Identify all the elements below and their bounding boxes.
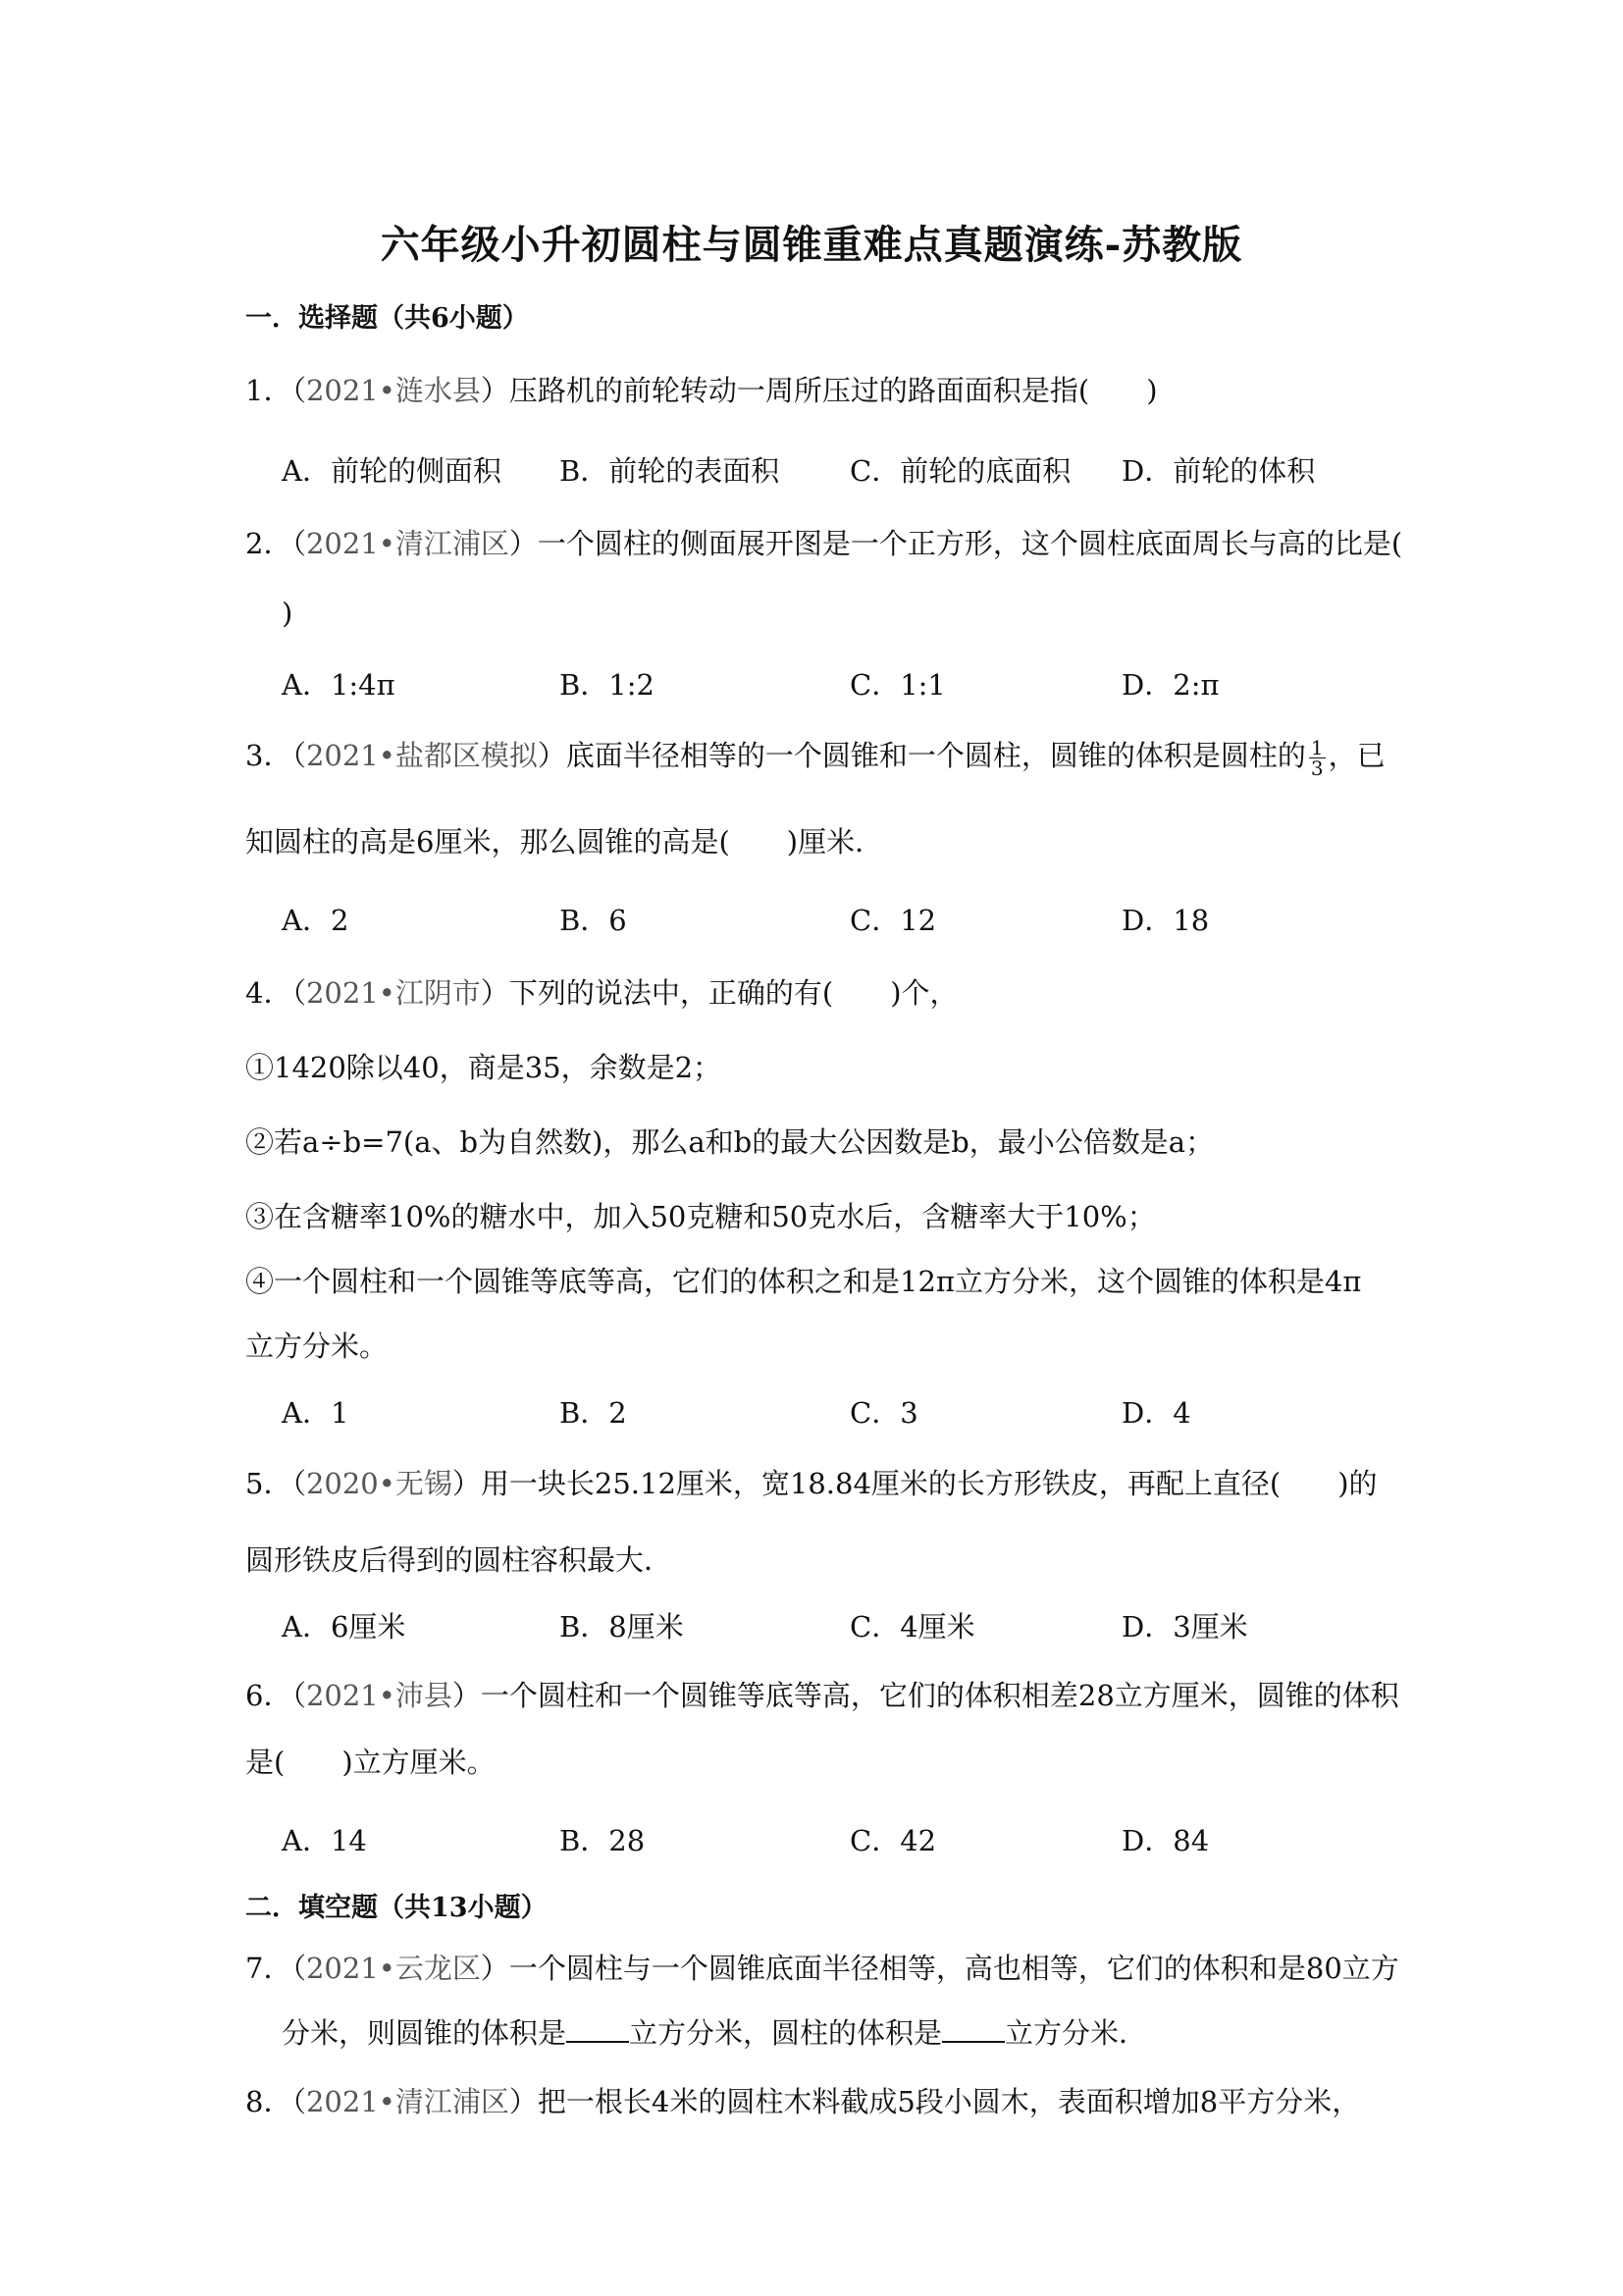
question-source: 2021•清江浦区 [305, 2085, 509, 2118]
q5-option-c: C．4厘米 [850, 1610, 975, 1644]
q4-statement-4: ④一个圆柱和一个圆锥等底等高，它们的体积之和是12π立方分米，这个圆锥的体积是4π [245, 1265, 1362, 1298]
question-source: 2021•涟水县 [305, 374, 481, 407]
question-source: 2021•沛县 [305, 1679, 452, 1712]
q4-option-b: B．2 [559, 1396, 627, 1430]
question-5: 5．（2020•无锡）用一块长25.12厘米，宽18.84厘米的长方形铁皮，再配上直径( )的 [245, 1467, 1378, 1500]
q6-option-d: D．84 [1122, 1824, 1210, 1857]
q3-option-c: C．12 [850, 904, 937, 937]
q3-option-a: A．2 [282, 904, 349, 937]
question-2-continued: ) [282, 597, 293, 630]
page-title: 六年级小升初圆柱与圆锥重难点真题演练-苏教版 [380, 222, 1243, 268]
question-3-continued: 知圆柱的高是6厘米，那么圆锥的高是( )厘米． [245, 825, 884, 859]
question-4: 4．（2021•江阴市）下列的说法中，正确的有( )个， [245, 976, 959, 1010]
question-6-continued: 是( )立方厘米。 [245, 1746, 496, 1779]
q2-option-d: D．2:π [1122, 668, 1220, 702]
q4-option-a: A．1 [282, 1396, 349, 1430]
answer-blank [566, 2017, 629, 2043]
question-source: 2021•江阴市 [305, 976, 481, 1010]
question-8: 8．（2021•清江浦区）把一根长4米的圆柱木料截成5段小圆木，表面积增加8平方分米， [245, 2085, 1361, 2118]
q2-option-b: B．1:2 [559, 668, 654, 702]
question-source: 2021•云龙区 [305, 1952, 481, 1985]
fraction-one-third: $\frac{1}{3}$ [1310, 735, 1324, 780]
question-7-continued: 分米，则圆锥的体积是 立方分米，圆柱的体积是 立方分米． [282, 2016, 1148, 2050]
q1-option-c: C．前轮的底面积 [850, 454, 1072, 488]
section-heading-choice: 一．选择题（共6小题） [245, 303, 529, 334]
q4-option-c: C．3 [850, 1396, 918, 1430]
q5-option-b: B．8厘米 [559, 1610, 684, 1644]
q1-option-d: D．前轮的体积 [1122, 454, 1316, 488]
question-5-continued: 圆形铁皮后得到的圆柱容积最大． [245, 1543, 673, 1577]
question-source: 2021•盐都区模拟 [305, 739, 538, 772]
q6-option-a: A．14 [282, 1824, 367, 1857]
q5-option-d: D．3厘米 [1122, 1610, 1248, 1644]
question-3: 3．（2021•盐都区模拟）底面半径相等的一个圆锥和一个圆柱，圆锥的体积是圆柱的 $\frac{1}{3}$ ，已 [245, 735, 1386, 780]
question-source: 2020•无锡 [305, 1467, 452, 1500]
q1-option-b: B．前轮的表面积 [559, 454, 780, 488]
q4-statement-3: ③在含糖率10%的糖水中，加入50克糖和50克水后，含糖率大于10%； [245, 1200, 1156, 1233]
q5-option-a: A．6厘米 [282, 1610, 406, 1644]
question-source: 2021•清江浦区 [305, 527, 509, 560]
q2-option-c: C．1:1 [850, 668, 946, 702]
q4-statement-1: ①1420除以40，商是35，余数是2； [245, 1051, 722, 1084]
q4-statement-4-continued: 立方分米。 [245, 1330, 389, 1363]
q4-option-d: D．4 [1122, 1396, 1191, 1430]
answer-blank [942, 2017, 1005, 2043]
question-2: 2．（2021•清江浦区）一个圆柱的侧面展开图是一个正方形，这个圆柱底面周长与高的比是( [245, 527, 1403, 560]
question-1: 1．（2021•涟水县）压路机的前轮转动一周所压过的路面面积是指( ) [245, 374, 1158, 407]
q6-option-c: C．42 [850, 1824, 937, 1857]
question-7: 7．（2021•云龙区）一个圆柱与一个圆锥底面半径相等，高也相等，它们的体积和是80立方 [245, 1952, 1399, 1985]
section-heading-fill: 二．填空题（共13小题） [245, 1893, 548, 1923]
q6-option-b: B．28 [559, 1824, 646, 1857]
q1-option-a: A．前轮的侧面积 [282, 454, 501, 488]
q4-statement-2: ②若a÷b=7(a、b为自然数)，那么a和b的最大公因数是b，最小公倍数是a； [245, 1125, 1215, 1159]
q3-option-b: B．6 [559, 904, 627, 937]
question-6: 6．（2021•沛县）一个圆柱和一个圆锥等底等高，它们的体积相差28立方厘米，圆锥的体积 [245, 1679, 1399, 1712]
q2-option-a: A．1:4π [282, 668, 395, 702]
q3-option-d: D．18 [1122, 904, 1210, 937]
